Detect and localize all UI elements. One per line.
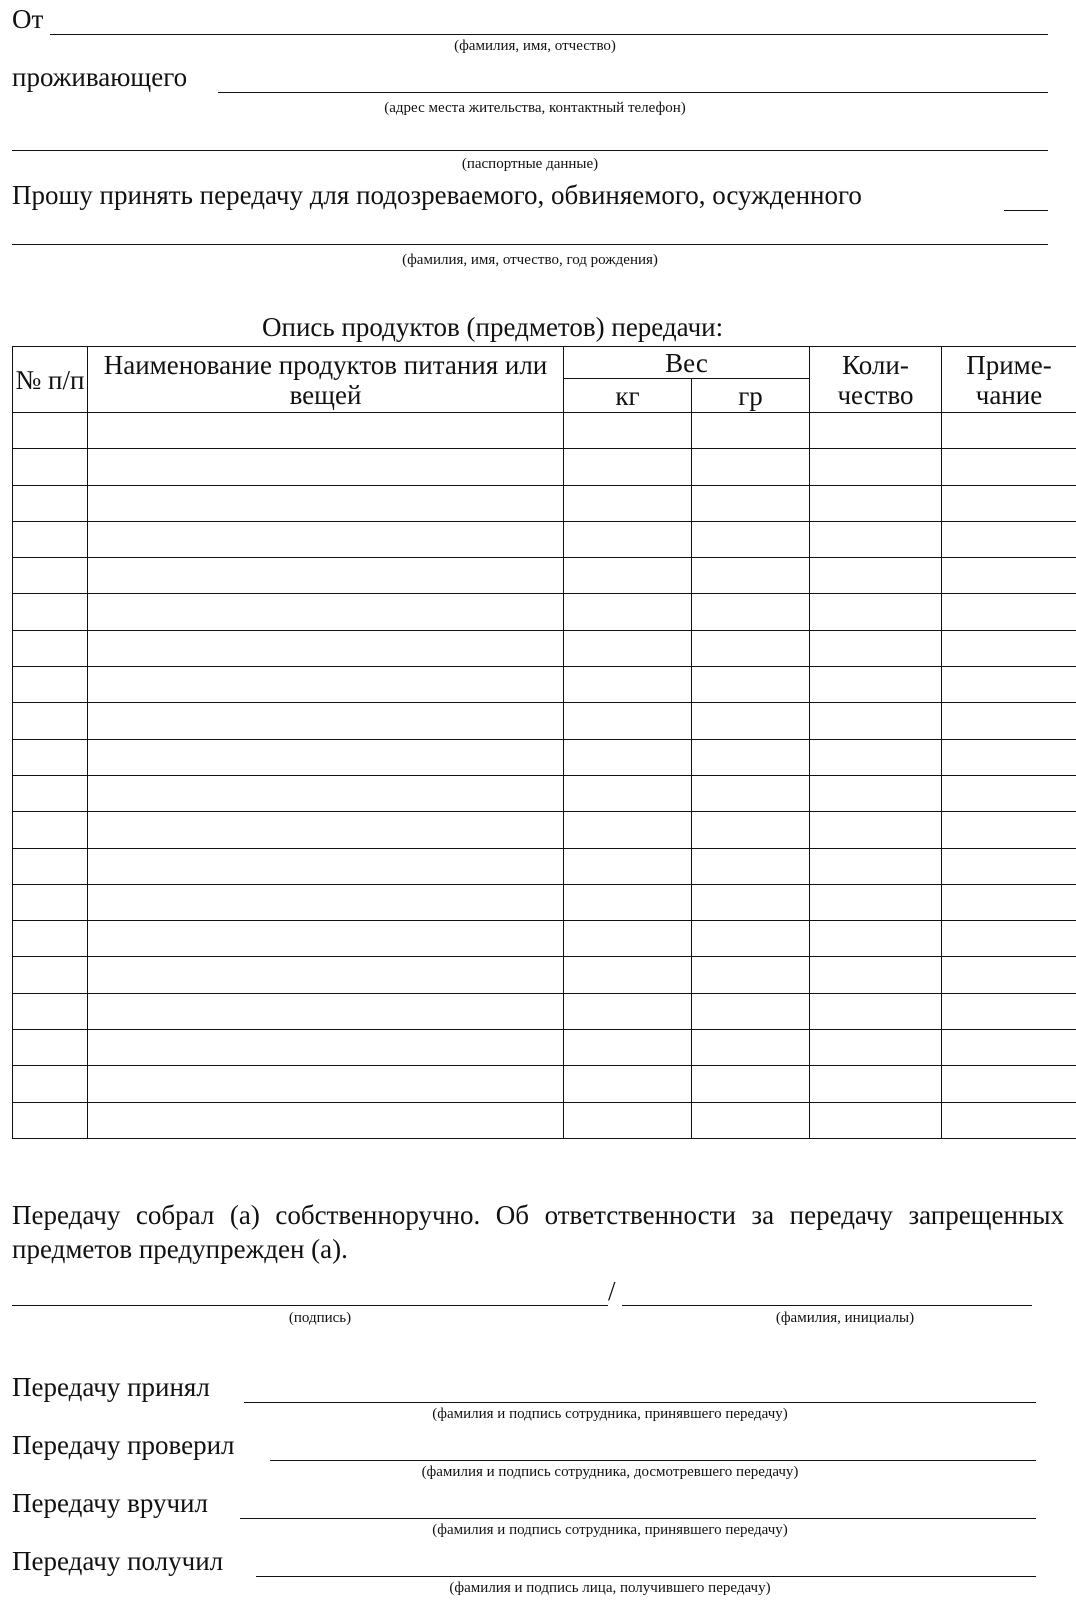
table-cell[interactable]: [810, 667, 942, 703]
table-cell[interactable]: [564, 884, 692, 920]
table-cell[interactable]: [88, 812, 564, 848]
table-cell[interactable]: [88, 667, 564, 703]
table-cell[interactable]: [810, 485, 942, 521]
table-cell[interactable]: [88, 884, 564, 920]
request-field-tail[interactable]: [1004, 180, 1048, 211]
table-cell[interactable]: [564, 485, 692, 521]
table-cell[interactable]: [692, 703, 810, 739]
table-cell[interactable]: [810, 993, 942, 1029]
table-cell[interactable]: [13, 812, 88, 848]
table-cell[interactable]: [692, 485, 810, 521]
table-cell[interactable]: [13, 1030, 88, 1066]
table-cell[interactable]: [692, 594, 810, 630]
table-cell[interactable]: [692, 993, 810, 1029]
table-cell[interactable]: [942, 558, 1076, 594]
table-cell[interactable]: [13, 993, 88, 1029]
table-row: [13, 739, 1076, 775]
table-cell[interactable]: [692, 449, 810, 485]
table-row: [13, 1066, 1076, 1102]
table-cell[interactable]: [942, 848, 1076, 884]
table-cell[interactable]: [942, 703, 1076, 739]
checked-label: Передачу проверил: [12, 1430, 235, 1460]
delivered-label: Передачу вручил: [12, 1488, 208, 1518]
table-cell[interactable]: [942, 884, 1076, 920]
table-cell[interactable]: [810, 630, 942, 666]
table-cell[interactable]: [13, 957, 88, 993]
table-cell[interactable]: [810, 884, 942, 920]
col-quantity-header: Коли-чество: [810, 347, 942, 413]
table-cell[interactable]: [692, 667, 810, 703]
table-cell[interactable]: [692, 848, 810, 884]
table-cell[interactable]: [942, 1066, 1076, 1102]
table-cell[interactable]: [942, 413, 1076, 449]
table-cell[interactable]: [692, 413, 810, 449]
table-cell[interactable]: [692, 812, 810, 848]
inventory-title: Опись продуктов (предметов) передачи:: [262, 312, 724, 342]
person-field[interactable]: [12, 214, 1048, 245]
table-cell[interactable]: [942, 739, 1076, 775]
table-cell[interactable]: [942, 812, 1076, 848]
table-cell[interactable]: [564, 594, 692, 630]
table-cell[interactable]: [810, 413, 942, 449]
received-hint: (фамилия и подпись лица, получившего передачу): [449, 1580, 771, 1596]
table-cell[interactable]: [810, 957, 942, 993]
table-cell[interactable]: [810, 594, 942, 630]
table-cell[interactable]: [88, 957, 564, 993]
accepted-label: Передачу принял: [12, 1372, 210, 1402]
col-weight-header: Вес: [564, 347, 810, 379]
signature-field[interactable]: [12, 1305, 608, 1306]
table-cell[interactable]: [564, 739, 692, 775]
table-cell[interactable]: [88, 630, 564, 666]
table-cell[interactable]: [692, 558, 810, 594]
table-cell[interactable]: [564, 667, 692, 703]
declaration-text: Передачу собрал (а) собственноручно. Об ответственности за передачу запрещенных предметов предупрежден (а).: [12, 1200, 1064, 1264]
col-kg-header: кг: [564, 379, 692, 413]
table-cell[interactable]: [564, 521, 692, 557]
table-cell[interactable]: [564, 848, 692, 884]
table-cell[interactable]: [692, 775, 810, 811]
table-cell[interactable]: [692, 1066, 810, 1102]
table-cell[interactable]: [810, 1102, 942, 1138]
table-cell[interactable]: [564, 1102, 692, 1138]
signature-separator: /: [608, 1276, 616, 1306]
from-field[interactable]: [50, 4, 1048, 35]
table-cell[interactable]: [88, 921, 564, 957]
received-label: Передачу получил: [12, 1546, 224, 1576]
table-cell[interactable]: [13, 558, 88, 594]
table-cell[interactable]: [13, 739, 88, 775]
passport-field[interactable]: [12, 120, 1048, 151]
table-row: [13, 1102, 1076, 1138]
request-text: Прошу принять передачу для подозреваемого, обвиняемого, осужденного: [12, 180, 862, 210]
table-cell[interactable]: [564, 1066, 692, 1102]
table-row: [13, 812, 1076, 848]
table-cell[interactable]: [942, 667, 1076, 703]
table-cell[interactable]: [692, 957, 810, 993]
table-cell[interactable]: [692, 739, 810, 775]
initials-field[interactable]: [622, 1305, 1032, 1306]
table-cell[interactable]: [692, 921, 810, 957]
table-row: [13, 884, 1076, 920]
table-row: [13, 957, 1076, 993]
table-cell[interactable]: [13, 775, 88, 811]
living-hint: (адрес места жительства, контактный телефон): [384, 100, 686, 116]
table-cell[interactable]: [810, 739, 942, 775]
table-cell[interactable]: [564, 957, 692, 993]
table-cell[interactable]: [942, 993, 1076, 1029]
table-cell[interactable]: [942, 594, 1076, 630]
table-cell[interactable]: [88, 521, 564, 557]
table-cell[interactable]: [564, 1030, 692, 1066]
table-cell[interactable]: [13, 485, 88, 521]
from-label: От: [12, 4, 44, 34]
table-row: [13, 521, 1076, 557]
table-cell[interactable]: [88, 1030, 564, 1066]
table-cell[interactable]: [88, 848, 564, 884]
table-cell[interactable]: [13, 703, 88, 739]
from-hint: (фамилия, имя, отчество): [454, 38, 616, 54]
table-row: [13, 848, 1076, 884]
table-cell[interactable]: [942, 921, 1076, 957]
table-cell[interactable]: [564, 703, 692, 739]
table-row: [13, 558, 1076, 594]
table-cell[interactable]: [13, 521, 88, 557]
table-cell[interactable]: [564, 630, 692, 666]
table-cell[interactable]: [88, 449, 564, 485]
table-row: [13, 775, 1076, 811]
table-row: [13, 921, 1076, 957]
table-cell[interactable]: [13, 594, 88, 630]
table-cell[interactable]: [88, 1066, 564, 1102]
person-hint: (фамилия, имя, отчество, год рождения): [402, 252, 658, 268]
initials-hint: (фамилия, инициалы): [775, 1310, 915, 1326]
table-cell[interactable]: [88, 485, 564, 521]
table-cell[interactable]: [810, 1066, 942, 1102]
table-cell[interactable]: [692, 630, 810, 666]
table-cell[interactable]: [692, 1030, 810, 1066]
table-cell[interactable]: [88, 703, 564, 739]
table-cell[interactable]: [810, 1030, 942, 1066]
delivered-hint: (фамилия и подпись сотрудника, принявшего передачу): [432, 1522, 788, 1538]
table-cell[interactable]: [13, 667, 88, 703]
table-cell[interactable]: [564, 449, 692, 485]
table-cell[interactable]: [810, 775, 942, 811]
table-cell[interactable]: [942, 630, 1076, 666]
table-cell[interactable]: [942, 957, 1076, 993]
living-field[interactable]: [218, 62, 1048, 93]
table-cell[interactable]: [13, 884, 88, 920]
table-cell[interactable]: [942, 521, 1076, 557]
table-cell[interactable]: [942, 1030, 1076, 1066]
table-cell[interactable]: [88, 558, 564, 594]
table-cell[interactable]: [564, 812, 692, 848]
table-cell[interactable]: [810, 848, 942, 884]
passport-hint: (паспортные данные): [461, 156, 599, 172]
table-cell[interactable]: [13, 1102, 88, 1138]
table-cell[interactable]: [13, 630, 88, 666]
table-row: [13, 667, 1076, 703]
table-cell[interactable]: [810, 921, 942, 957]
table-cell[interactable]: [13, 413, 88, 449]
table-row: [13, 594, 1076, 630]
table-cell[interactable]: [564, 921, 692, 957]
table-cell[interactable]: [13, 1066, 88, 1102]
table-cell[interactable]: [942, 485, 1076, 521]
table-cell[interactable]: [88, 775, 564, 811]
table-row: [13, 449, 1076, 485]
table-cell[interactable]: [564, 558, 692, 594]
accepted-field[interactable]: [244, 1372, 1036, 1403]
table-cell[interactable]: [88, 993, 564, 1029]
table-cell[interactable]: [88, 739, 564, 775]
table-row: [13, 485, 1076, 521]
living-label: проживающего: [12, 62, 188, 92]
table-cell[interactable]: [810, 703, 942, 739]
table-cell[interactable]: [810, 812, 942, 848]
col-number-header: № п/п: [13, 347, 88, 413]
table-cell[interactable]: [692, 884, 810, 920]
inventory-table: [12, 346, 1076, 1139]
col-gr-header: гр: [692, 379, 810, 413]
signature-hint: (подпись): [288, 1310, 352, 1326]
delivered-field[interactable]: [240, 1488, 1036, 1519]
table-cell[interactable]: [942, 449, 1076, 485]
table-cell[interactable]: [810, 558, 942, 594]
table-cell[interactable]: [810, 449, 942, 485]
table-cell[interactable]: [564, 775, 692, 811]
received-field[interactable]: [256, 1546, 1036, 1577]
accepted-hint: (фамилия и подпись сотрудника, принявшего передачу): [432, 1406, 788, 1422]
table-row: [13, 1030, 1076, 1066]
table-cell[interactable]: [88, 1102, 564, 1138]
table-cell[interactable]: [88, 413, 564, 449]
table-cell[interactable]: [13, 921, 88, 957]
table-cell[interactable]: [692, 521, 810, 557]
table-row: [13, 630, 1076, 666]
table-cell[interactable]: [810, 521, 942, 557]
table-cell[interactable]: [692, 1102, 810, 1138]
table-cell[interactable]: [13, 449, 88, 485]
table-cell[interactable]: [942, 1102, 1076, 1138]
checked-hint: (фамилия и подпись сотрудника, досмотревшего передачу): [421, 1464, 799, 1480]
table-cell[interactable]: [13, 848, 88, 884]
table-row: [13, 413, 1076, 449]
table-cell[interactable]: [88, 594, 564, 630]
table-cell[interactable]: [942, 775, 1076, 811]
col-name-header: Наименование продуктов питания или вещей: [88, 347, 564, 413]
inventory-rows: [13, 413, 1076, 1139]
checked-field[interactable]: [270, 1430, 1036, 1461]
table-cell[interactable]: [564, 993, 692, 1029]
col-note-header: Приме-чание: [942, 347, 1076, 413]
table-cell[interactable]: [564, 413, 692, 449]
table-row: [13, 703, 1076, 739]
table-row: [13, 993, 1076, 1029]
